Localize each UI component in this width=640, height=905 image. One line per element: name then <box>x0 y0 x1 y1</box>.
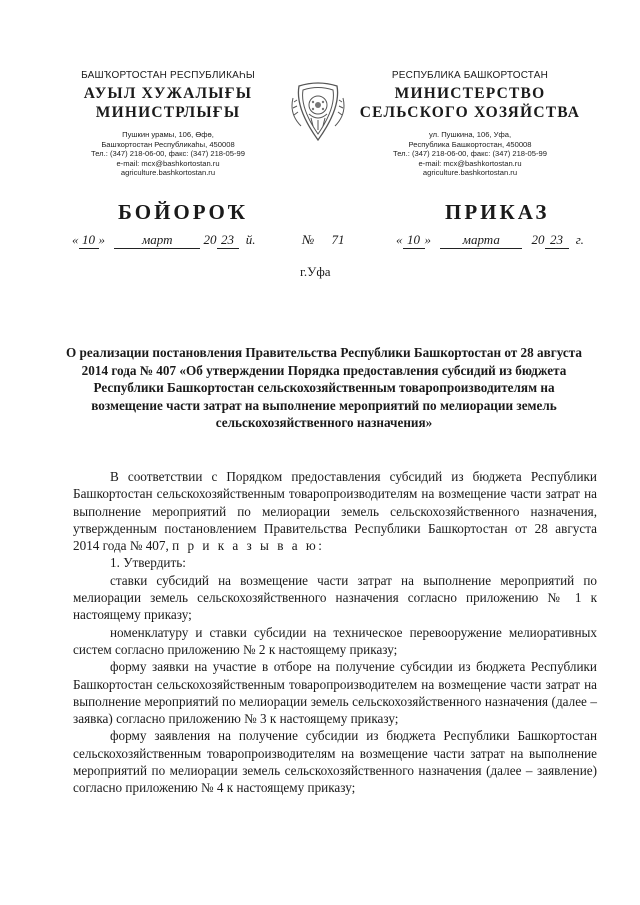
date-right-day: 10 <box>403 232 425 249</box>
doc-number-label: № <box>302 232 315 247</box>
date-right-year-prefix: 20 <box>531 232 545 247</box>
date-right-open-quote: « <box>396 232 403 247</box>
header-left-republic: БАШҠОРТОСТАН РЕСПУБЛИКАҺЫ <box>81 70 255 81</box>
body-paragraph-3: форму заявки на участие в отборе на получение субсидии из бюджета Республики Башкортостан сельскохозяйственным товаропроизводителем на возмещение части затрат на выполнение мероприятий по мелиорации земель сельскохозяйственного назначения (далее – заявка) согласно приложению № 3 к настоящему приказу; <box>73 659 597 727</box>
body-paragraph-4: форму заявления на получение субсидии из бюджета Республики Башкортостан сельскохозяйственным товаропроизводителям на возмещение части затрат на выполнение мероприятий по мелиорации земель сельскохозяйственного назначения (далее – заявление) согласно приложению № 4 к настоящему приказу; <box>73 728 597 796</box>
body-paragraph-2: номенклатуру и ставки субсидии на техническое перевооружение мелиоративных систем согласно приложению № 2 к настоящему приказу; <box>73 624 597 657</box>
date-right-month: марта <box>440 232 522 249</box>
document-body <box>73 468 597 797</box>
header-left-address-4: e-mail: mcx@bashkortostan.ru <box>116 158 220 168</box>
header-left-address-2: Башҡортостан Республикаһы, 450008 <box>101 139 235 149</box>
header-right-address-4: e-mail: mcx@bashkortostan.ru <box>418 158 522 168</box>
date-right <box>396 232 584 249</box>
header-left-ministry-line2: МИНИСТРЛЫҒЫ <box>95 104 241 121</box>
header-right <box>355 70 585 178</box>
doc-number-value: 71 <box>331 232 345 247</box>
coat-of-arms-icon <box>289 78 347 144</box>
doc-number <box>302 232 345 248</box>
date-left <box>72 232 256 249</box>
city: г.Уфа <box>300 264 331 279</box>
date-right-suffix: г. <box>575 232 584 247</box>
date-right-year-suffix: 23 <box>545 232 569 249</box>
header-left-address-3: Тел.: (347) 218-06-00, факс: (347) 218-05-99 <box>91 149 245 159</box>
body-item-1: 1. Утвердить: <box>110 555 186 571</box>
header-right-address-5: agriculture.bashkortostan.ru <box>422 168 518 178</box>
document-title: О реализации постановления Правительства Республики Башкортостан от 28 августа 2014 года № 407 «Об утверждении Порядка предоставления субсидий из бюджета Республики Башкортостан сельскохозяйственным товаропроизводителям на возмещение части затрат на выполнение мероприятий по мелиорации земель сельскохозяйственного назначения» <box>65 345 583 430</box>
date-left-day: 10 <box>79 232 99 249</box>
header-right-ministry-line1: МИНИСТЕРСТВО <box>394 85 546 102</box>
body-intro-text: В соответствии с Порядком предоставления субсидий из бюджета Республики Башкортостан сельскохозяйственным товаропроизводителям на возмещение части затрат на выполнение мероприятий по мелиорации земель сельскохозяйственного назначения, утвержденным постановлением Правительства Республики Башкортостан от 28 августа 2014 года № 407, <box>73 469 597 554</box>
header-right-address-2: Республика Башкортостан, 450008 <box>408 139 532 149</box>
doc-type-left: БОЙОРОҠ <box>118 200 249 224</box>
date-left-year-prefix: 20 <box>203 232 217 247</box>
date-left-year-suffix: 23 <box>217 232 239 249</box>
header-right-address-3: Тел.: (347) 218-06-00, факс: (347) 218-05-99 <box>393 149 547 159</box>
date-left-close-quote: » <box>98 232 105 247</box>
body-order-word: п р и к а з ы в а ю: <box>172 538 325 554</box>
header-left-address-5: agriculture.bashkortostan.ru <box>120 168 216 178</box>
header-right-address-1: ул. Пушкина, 106, Уфа, <box>428 130 512 139</box>
header-right-republic: РЕСПУБЛИКА БАШКОРТОСТАН <box>391 70 549 81</box>
header-left-address-1: Пушкин урамы, 106, Өфө, <box>122 130 214 139</box>
date-left-month: март <box>114 232 200 249</box>
body-paragraph-1: ставки субсидий на возмещение части затрат на выполнение мероприятий по мелиорации земель сельскохозяйственного назначения согласно приложению № 1 к настоящему приказу; <box>73 572 597 623</box>
header-left <box>48 70 288 178</box>
doc-type-right: ПРИКАЗ <box>445 200 550 224</box>
date-left-open-quote: « <box>72 232 79 247</box>
date-right-close-quote: » <box>424 232 431 247</box>
header-right-ministry-line2: СЕЛЬСКОГО ХОЗЯЙСТВА <box>359 104 581 121</box>
body-intro <box>73 468 597 554</box>
header-left-ministry-line1: АУЫЛ ХУЖАЛЫҒЫ <box>83 85 253 102</box>
date-left-suffix: й. <box>245 232 256 247</box>
